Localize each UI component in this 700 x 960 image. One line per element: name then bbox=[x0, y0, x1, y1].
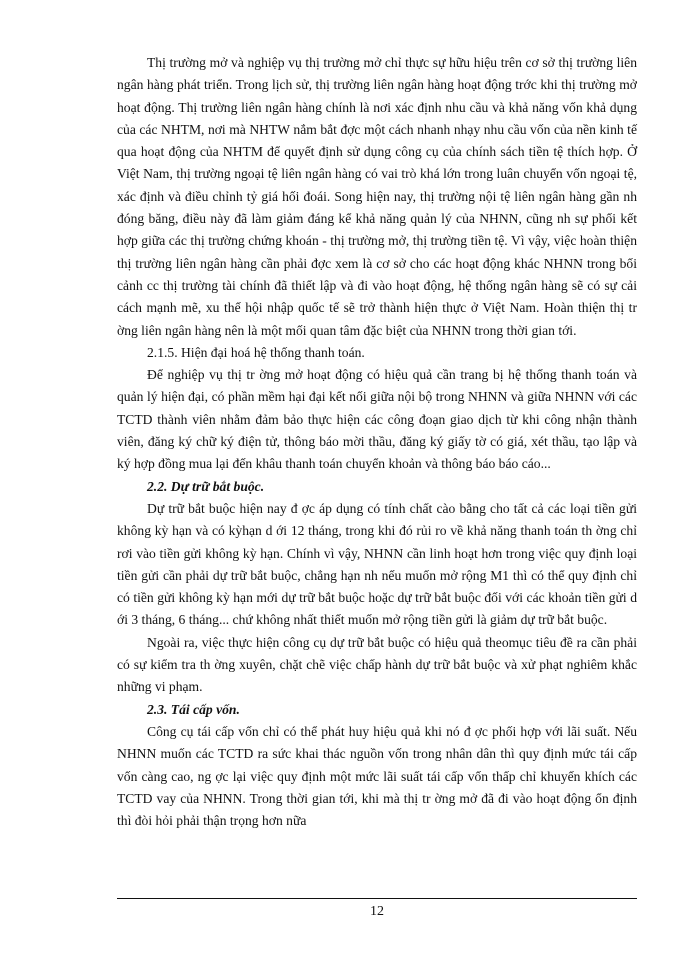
page-body bbox=[117, 52, 637, 832]
paragraph-refinancing: Công cụ tái cấp vốn chỉ có thể phát huy hiệu quả khi nó đ ợc phối hợp với lãi suất. Nếu NHNN muốn các TCTD ra sức khai thác nguồn vốn trong nhân dân thì quy định mức tái cấp vốn càng cao, ng ợc lại việc quy định một mức lãi suất tái cấp vốn thấp chỉ khuyến khích các TCTD vay của NHNN. Trong thời gian tới, khi mà thị tr ờng mở đã đi vào hoạt động ổn định thì đòi hỏi phải thận trọng hơn nữa bbox=[117, 723, 637, 829]
page-number: 12 bbox=[370, 904, 384, 919]
footer-divider bbox=[117, 898, 637, 899]
subsection-heading-payment-system: 2.1.5. Hiện đại hoá hệ thống thanh toán. bbox=[147, 344, 365, 360]
paragraph-payment-system: Để nghiệp vụ thị tr ờng mở hoạt động có hiệu quả cần trang bị hệ thống thanh toán và quản lý hiện đại, có phần mềm hại đại kết nối giữa nội bộ trong NHNN và giữa NHNN với các TCTD thành viên nhằm đảm bảo thực hiện các công đoạn giao dịch từ khi công nhận thành viên, đăng ký chữ ký điện tử, thông báo mời thầu, đăng ký giấy tờ có giá, xét thầu, tạo lập và ký hợp đồng mua lại đến khâu thanh toán chuyển khoản và thông báo báo cáo... bbox=[117, 367, 637, 472]
paragraph-required-reserves: Dự trữ bắt buộc hiện nay đ ợc áp dụng có tính chất cào bằng cho tất cả các loại tiền gửi không kỳ hạn và có kỳhạn d ới 12 tháng, trong khi đó rủi ro về khả năng thanh toán th ờng chỉ rơi vào tiền gửi không kỳ hạn. Chính vì vậy, NHNN cần linh hoạt hơn trong việc quy định loại tiền gửi cần phải dự trữ bắt buộc, chẳng hạn nh nếu muốn mở rộng M1 thì có thể quy định chỉ có tiền gửi không kỳ hạn mới dự trữ bắt buộc hoặc dự trữ bắt buộc đối với các khoản tiền gửi d ới 3 tháng, 6 tháng... chứ không nhất thiết muốn mở rộng tiền gửi là giảm dự trữ bắt buộc. bbox=[117, 500, 637, 628]
paragraph-interbank-market: Thị trường mở và nghiệp vụ thị trường mở chỉ thực sự hữu hiệu trên cơ sở thị trường liên ngân hàng phát triển. Trong lịch sử, thị trường liên ngân hàng hoạt động trớc khi thị trường mở hoạt động. Thị trường liên ngân hàng chính là nơi xác định nhu cầu và khả năng vốn khả dụng của các NHTM, nơi mà NHTW nắm bắt đợc một cách nhanh nhạy nhu cầu vốn của nền kinh tế qua hoạt động của NHTM để quyết định sử dụng công cụ của chính sách tiền tệ thích hợp. Ở Việt Nam, thị trường ngoại tệ liên ngân hàng có vai trò khá lớn trong luân chuyển vốn ngoại tệ, xác định và điều chỉnh tỷ giá hối đoái. Song hiện nay, thị trường nội tệ liên ngân hàng gần nh đóng băng, điều này đã làm giảm đáng kể khả năng quản lý của NHNN, cũng nh sự phối kết hợp giữa các thị trường chứng khoán - thị trường mở, thị trường tiền tệ. Vì vậy, việc hoàn thiện thị trường liên ngân hàng cần phải đợc xem là cơ sở cho các hoạt động khác NHNN trong bối cảnh cc thị trường tài chính đã thiết lập và đi vào hoạt động, hệ thống ngân hàng sẽ có sự cải cách mạnh mẽ, xu thế hội nhập quốc tế sẽ trở thành hiện thực ở Việt Nam. Hoàn thiện thị tr ờng liên ngân hàng nên là một mối quan tâm đặc biệt của NHNN trong thời gian tới. bbox=[117, 55, 637, 338]
section-heading-required-reserves: 2.2. Dự trữ bắt buộc. bbox=[147, 478, 265, 494]
section-heading-refinancing: 2.3. Tái cấp vốn. bbox=[147, 701, 240, 717]
paragraph-reserves-supervision: Ngoài ra, việc thực hiện công cụ dự trữ bắt buộc có hiệu quả theomục tiêu đề ra cần phải có sự kiểm tra th ờng xuyên, chặt chẽ việc chấp hành dự trữ bắt buộc và xử phạt nghiêm khắc những vi phạm. bbox=[117, 634, 637, 695]
